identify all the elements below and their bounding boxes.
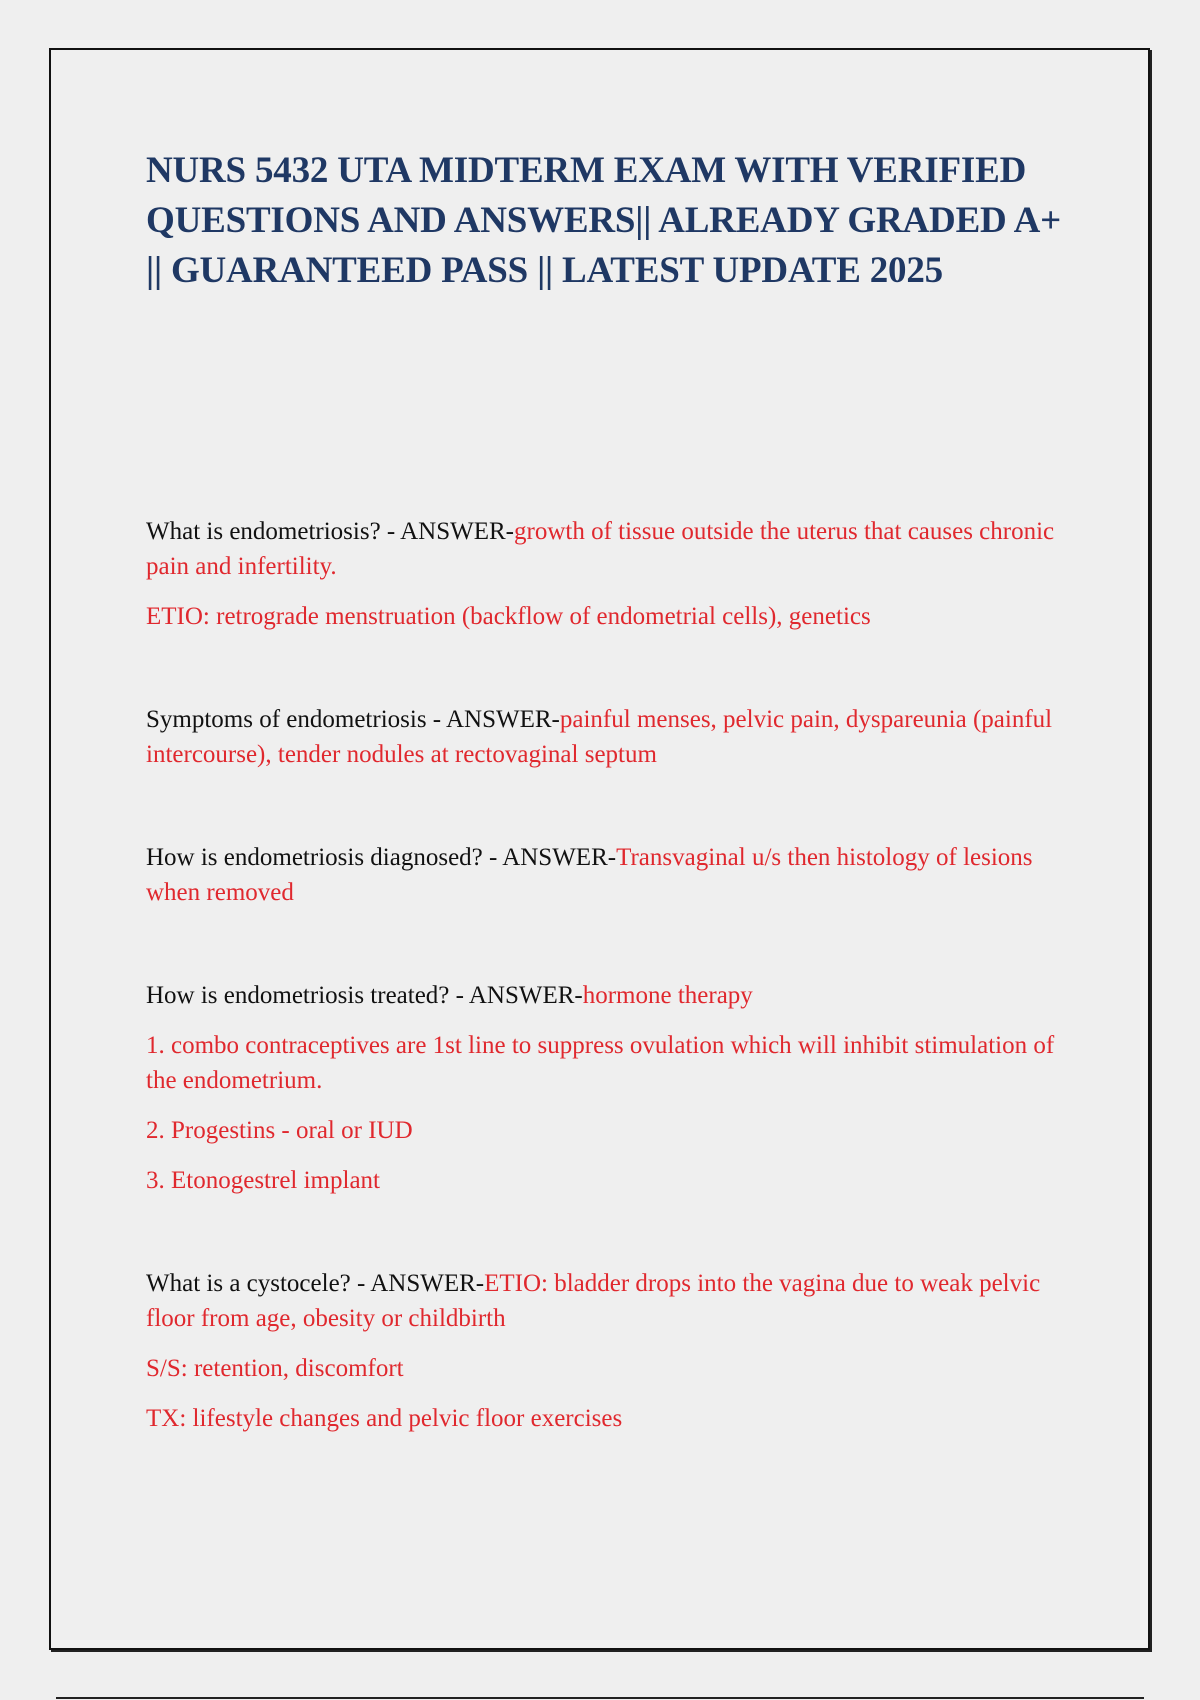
answer-text: ETIO: bladder drops into the vagina due to weak pelvic floor from age, obesity or childbirth bbox=[146, 1270, 1041, 1332]
answer-text: painful menses, pelvic pain, dyspareunia (painful intercourse), tender nodules at rectovaginal septum bbox=[146, 706, 1053, 768]
answer-extra: 1. combo contraceptives are 1st line to suppress ovulation which will inhibit stimulation of the endometrium. bbox=[146, 1032, 1055, 1094]
qa-line bbox=[146, 1266, 1076, 1336]
qa-item-endometriosis-treatment bbox=[146, 978, 1076, 1198]
answer-text: hormone therapy bbox=[582, 982, 753, 1009]
question-text: What is endometriosis? - ANSWER- bbox=[146, 518, 514, 545]
qa-item-cystocele bbox=[146, 1266, 1076, 1436]
answer-extra: S/S: retention, discomfort bbox=[146, 1355, 404, 1382]
answer-text: Transvaginal u/s then histology of lesions when removed bbox=[146, 844, 1033, 906]
qa-item-endometriosis-diagnosis bbox=[146, 840, 1076, 910]
question-text: What is a cystocele? - ANSWER- bbox=[146, 1270, 485, 1297]
qa-item-endometriosis-definition bbox=[146, 514, 1076, 634]
document-title: NURS 5432 UTA MIDTERM EXAM WITH VERIFIED QUESTIONS AND ANSWERS|| ALREADY GRADED A+ || GUARANTEED PASS || LATEST UPDATE 2025 bbox=[146, 150, 1061, 291]
answer-extra: 2. Progestins - oral or IUD bbox=[146, 1117, 413, 1144]
bottom-divider bbox=[56, 1697, 1144, 1699]
answer-extra: 3. Etonogestrel implant bbox=[146, 1167, 380, 1194]
question-text: Symptoms of endometriosis - ANSWER- bbox=[146, 706, 560, 733]
qa-list bbox=[146, 514, 1076, 1436]
question-text: How is endometriosis treated? - ANSWER- bbox=[146, 982, 583, 1009]
document-header bbox=[146, 146, 1076, 296]
qa-line bbox=[146, 840, 1076, 910]
answer-extra: TX: lifestyle changes and pelvic floor exercises bbox=[146, 1405, 623, 1432]
qa-item-endometriosis-symptoms bbox=[146, 702, 1076, 772]
question-text: How is endometriosis diagnosed? - ANSWER- bbox=[146, 844, 617, 871]
qa-line bbox=[146, 702, 1076, 772]
qa-line bbox=[146, 514, 1076, 584]
answer-text: growth of tissue outside the uterus that causes chronic pain and infertility. bbox=[146, 518, 1055, 580]
qa-line bbox=[146, 978, 1076, 1013]
answer-extra: ETIO: retrograde menstruation (backflow of endometrial cells), genetics bbox=[146, 603, 871, 630]
